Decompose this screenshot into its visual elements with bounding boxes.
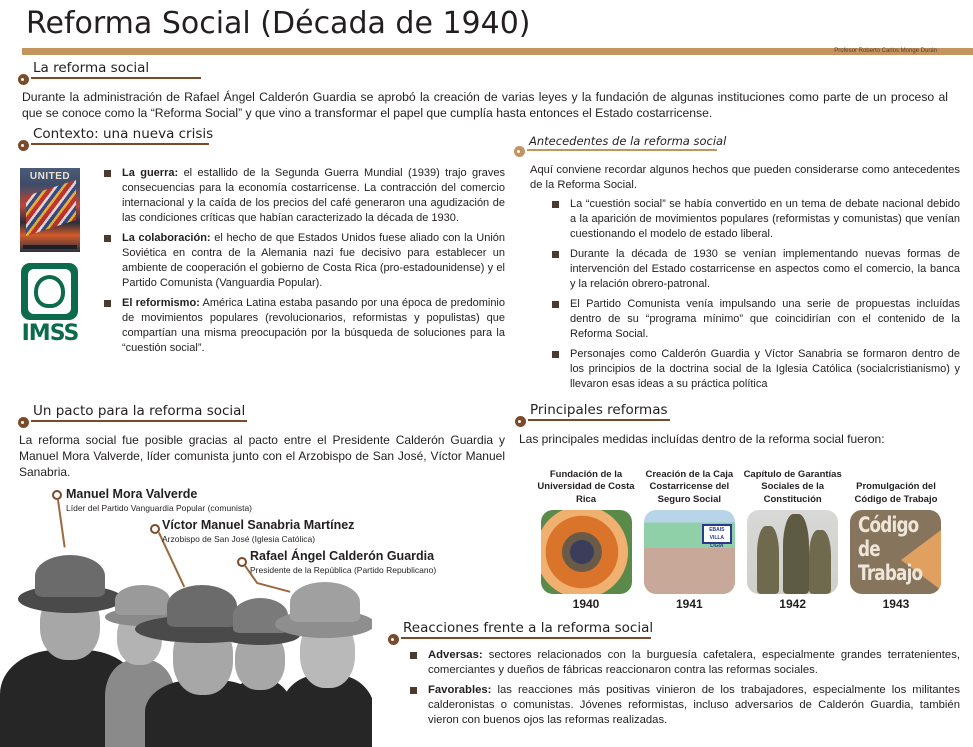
pacto-paragraph: La reforma social fue posible gracias al pacto entre el Presidente Calderón Guardia y Manuel Mora Valverde, líder comunista junto con el Arzobispo de San José, Víctor Manuel Sanabria. [19, 433, 505, 479]
person-role: Arzobispo de San José (Iglesia Católica) [162, 534, 316, 544]
person-role: Presidente de la República (Partido Republicano) [250, 565, 437, 575]
list-item: La “cuestión social” se había convertido en un tema de debate nacional debido a la aparición de movimientos populares (reformistas y comunistas) que venían cuestionando el modelo de estado liberal. [552, 197, 960, 242]
item-term: Adversas: [428, 649, 483, 661]
section-heading-label: Reacciones frente a la reforma social [401, 620, 651, 639]
reform-title: Fundación de la Universidad de Costa Rica [537, 468, 635, 505]
title-divider [22, 48, 973, 55]
item-text: el estallido de la Segunda Guerra Mundial (1939) trajo graves consecuencias para la economía costarricense. La contracción del comercio internacional y la caída de los precios del café generaron una agudización de las condiciones críticas que habían caracterizado la década de 1930. [122, 167, 505, 224]
imss-eagle-icon [21, 263, 78, 320]
section-heading-antecedentes [514, 134, 727, 151]
reacciones-list [410, 648, 960, 733]
item-text: las reacciones más positivas vinieron de los trabajadores, especialmente los militantes calderonistas o comunistas. Jóvenes reformistas, incluso adversarios de Calderón Guardia, también vieron con buenos ojos las reformas realizadas. [428, 684, 960, 726]
reform-title: Promulgación del Código de Trabajo [854, 481, 938, 505]
codigo-trabajo-image [850, 510, 941, 594]
list-item [410, 683, 960, 728]
ebais-clinic-image [644, 510, 735, 594]
reform-title: Capítulo de Garantías Sociales de la Constitución [743, 468, 842, 505]
intro-paragraph: Durante la administración de Rafael Ángel Calderón Guardia se aprobó la creación de varias leyes y la fundación de algunas instituciones como parte de un proceso al que se conoce como la “Reforma Social” y que vino a transformar el papel que cumplía hasta entonces el Estado costarricense. [22, 90, 948, 120]
section-bullet-icon [18, 74, 29, 85]
person-name: Manuel Mora Valverde [66, 487, 198, 501]
poster-title: UNITED [29, 171, 71, 182]
united-nations-poster-image [20, 168, 80, 252]
item-text: sectores relacionados con la burguesía cafetalera, especialmente grandes terratenientes, comerciantes y dueños de fábricas reaccionaron contra las reformas sociales. [428, 649, 960, 676]
antecedentes-list [552, 197, 960, 397]
person-role: Líder del Partido Vanguardia Popular (comunista) [66, 503, 253, 513]
list-item: Personajes como Calderón Guardia y Víctor Sanabria se formaron dentro de los principios de la doctrina social de la Iglesia Católica (socialcristianismo) y llevaron esas ideas a su práctica política [552, 347, 960, 392]
codigo-image-text: Código de Trabajo [858, 513, 923, 585]
reform-year: 1942 [779, 597, 806, 611]
callout-marker-icon [52, 490, 62, 500]
reform-year: 1941 [675, 597, 703, 611]
person-name: Rafael Ángel Calderón Guardia [250, 549, 435, 563]
section-bullet-icon [514, 146, 525, 157]
reform-card-ucr [536, 466, 636, 611]
ucr-mural-image [541, 510, 632, 594]
list-item: El Partido Comunista venía impulsando una serie de propuestas incluídas dentro de su “programa mínimo” que coincidirían con el contenido de la Reforma Social. [552, 297, 960, 342]
section-bullet-icon [388, 634, 399, 645]
reform-card-codigo [846, 466, 946, 611]
reformas-timeline [536, 466, 946, 611]
poster-footer [23, 245, 77, 249]
section-heading-label: La reforma social [31, 60, 201, 79]
section-heading-pacto [18, 403, 247, 422]
reform-year: 1940 [572, 597, 600, 611]
clinic-sign: EBAIS VILLA LIGIA [702, 524, 732, 544]
section-heading-contexto [18, 126, 214, 145]
reform-year: 1943 [882, 597, 910, 611]
author-credit: Profesor Roberto Carlos Monge Durán [834, 48, 937, 54]
section-heading-label: Antecedentes de la reforma social [527, 134, 717, 151]
statue-monument-image [747, 510, 838, 594]
item-term: Favorables: [428, 684, 492, 696]
reformas-intro: Las principales medidas incluídas dentro de la reforma social fueron: [519, 432, 885, 446]
list-item [104, 166, 505, 226]
reform-card-ccss [639, 466, 739, 611]
page-title: Reforma Social (Década de 1940) [26, 6, 531, 41]
item-term: La guerra: [122, 167, 179, 179]
person-name: Víctor Manuel Sanabria Martínez [162, 518, 355, 532]
section-heading-label: Un pacto para la reforma social [31, 403, 247, 422]
section-bullet-icon [18, 140, 29, 151]
section-heading-label: Principales reformas [528, 402, 670, 421]
flags-graphic [26, 180, 76, 236]
reform-card-garantias [743, 466, 843, 611]
list-item [104, 231, 505, 291]
item-term: El reformismo: [122, 297, 200, 309]
item-term: La colaboración: [122, 232, 211, 244]
imss-logo-image [20, 263, 80, 347]
section-heading-reacciones [388, 620, 654, 639]
section-bullet-icon [515, 416, 526, 427]
item-text: el hecho de que Estados Unidos fuese aliado con la Unión Soviética en contra de la Alemania nazi fue decisivo para establecer un ambiente de cooperación el gobierno de Costa Rica (pro-estadounidense) y el Partido Comunista (Vanguardia Popular). [122, 232, 505, 289]
reform-title: Creación de la Caja Costarricense del Seguro Social [645, 468, 734, 505]
item-text: América Latina estaba pasando por una época de predominio de movimientos populares (revolucionarios, reformistas y populistas) que compartían una misma preocupación por la búsqueda de soluciones para la “cuestión social”. [122, 297, 505, 354]
section-heading-label: Contexto: una nueva crisis [31, 126, 209, 145]
list-item [104, 296, 505, 356]
section-heading-reforma-social [18, 60, 201, 79]
contexto-list [104, 166, 505, 361]
imss-logo-text: IMSS [21, 321, 79, 346]
antecedentes-intro: Aquí conviene recordar algunos hechos que pueden considerarse como antecedentes de la Reforma Social. [530, 164, 960, 191]
list-item [410, 648, 960, 678]
section-heading-principales-reformas [515, 402, 670, 421]
section-bullet-icon [18, 417, 29, 428]
list-item: Durante la década de 1930 se venían implementando nuevas formas de intervención del Estado costarricense en aspectos como el comercio, la banca y la relación obrero-patronal. [552, 247, 960, 292]
